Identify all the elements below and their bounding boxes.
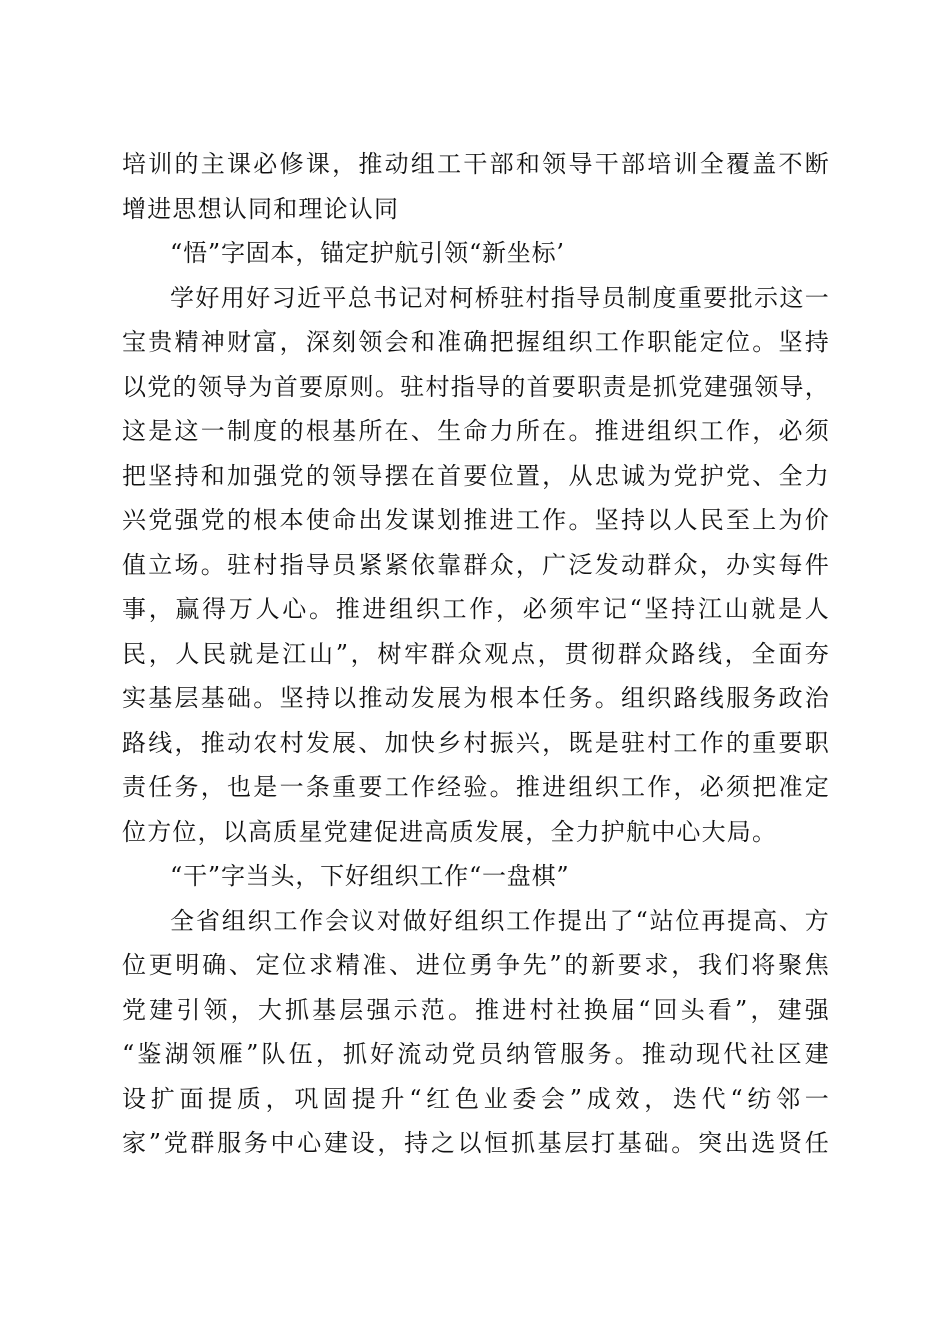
paragraph-line: 宝贵精神财富，深刻领会和准确把握组织工作职能定位。坚持 [122,328,830,356]
paragraph-line: 这是这一制度的根基所在、生命力所在。推进组织工作，必须 [122,417,830,445]
paragraph-line: 实基层基础。坚持以推动发展为根本任务。组织路线服务政治 [122,684,830,712]
paragraph-line: 增进思想认同和理论认同 [122,194,400,223]
paragraph-line: 兴党强党的根本使命出发谋划推进工作。坚持以人民至上为价 [122,506,830,534]
paragraph-line: 党建引领，大抓基层强示范。推进村社换届“回头看”，建强 [122,995,830,1024]
paragraph-line: “鉴湖领雁”队伍，抓好流动党员纳管服务。推动现代社区建 [122,1040,830,1068]
paragraph-line: 值立场。驻村指导员紧紧依靠群众，广泛发动群众，办实每件 [122,550,830,579]
paragraph-line: 民，人民就是江山”，树牢群众观点，贯彻群众路线，全面夯 [122,639,830,668]
paragraph-line: 路线，推动农村发展、加快乡村振兴，既是驻村工作的重要职 [122,728,830,757]
document-body [122,142,830,1166]
paragraph-line: 设扩面提质，巩固提升“红色业委会”成效，迭代“纺邻一 [122,1084,830,1113]
paragraph-line: 学好用好习近平总书记对柯桥驻村指导员制度重要批示这一 [170,283,830,312]
paragraph-line: 位方位，以高质星党建促进高质发展，全力护航中心大局。 [122,817,778,846]
section-heading: “悟”字固本，锚定护航引领“新坐标’ [170,239,565,267]
paragraph-line: 位更明确、定位求精准、进位勇争先”的新要求，我们将聚焦 [122,951,830,979]
paragraph-line: 以党的领导为首要原则。驻村指导的首要职责是抓党建强领导， [122,372,830,401]
paragraph-line: 把坚持和加强党的领导摆在首要位置，从忠诚为党护党、全力 [122,461,830,490]
paragraph-line: 事，赢得万人心。推进组织工作，必须牢记“坚持江山就是人 [122,595,830,623]
paragraph-line: 培训的主课必修课，推动组工干部和领导干部培训全覆盖不断 [122,150,830,178]
paragraph-line: 全省组织工作会议对做好组织工作提出了“站位再提高、方 [170,906,830,935]
paragraph-line: 责任务，也是一条重要工作经验。推进组织工作，必须把准定 [122,773,830,801]
section-heading: “干”字当头，下好组织工作“一盘棋” [170,862,570,890]
paragraph-line: 家”党群服务中心建设，持之以恒抓基层打基础。突出选贤任 [122,1129,830,1157]
